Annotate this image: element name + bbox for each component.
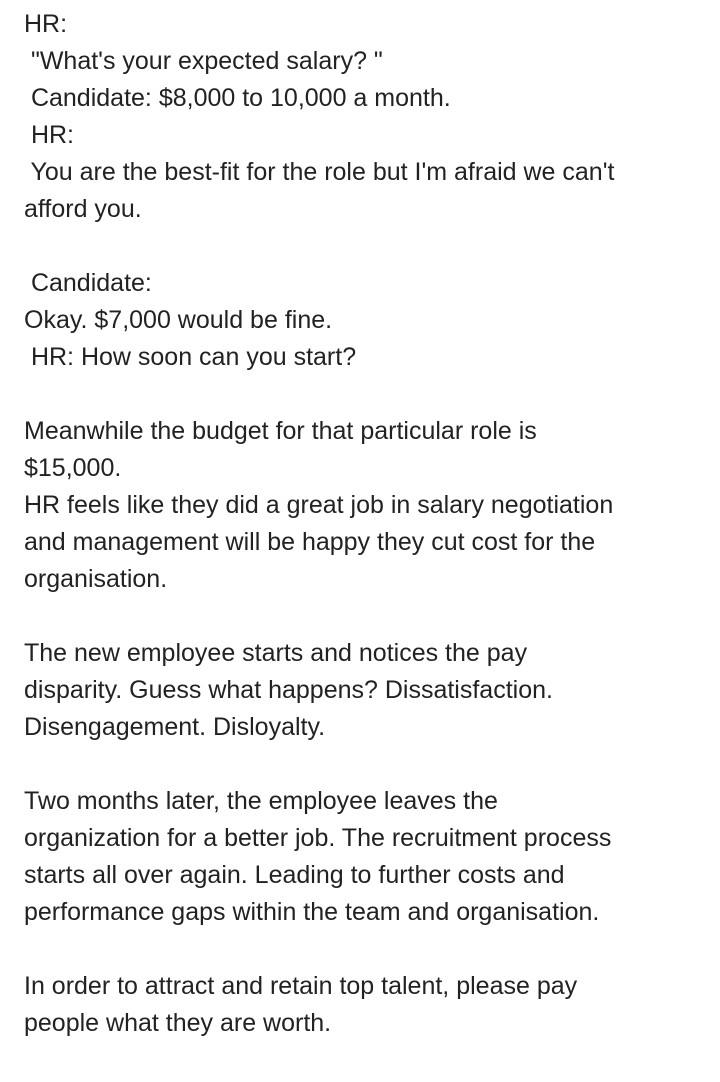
dialogue-line-hr-start: HR: How soon can you start? [24, 343, 357, 371]
paragraph-budget-line-1: Meanwhile the budget for that particular role is [24, 417, 537, 445]
dialogue-line-candidate-label: Candidate: [24, 269, 152, 297]
paragraph-spacer [24, 228, 696, 265]
paragraph-budget-line-4: and management will be happy they cut cost for the [24, 528, 596, 556]
paragraph-spacer [24, 746, 696, 783]
paragraph-disparity-line-1: The new employee starts and notices the pay [24, 639, 528, 667]
dialogue-line-hr-label: HR: [24, 10, 68, 38]
paragraph-spacer [24, 376, 696, 413]
dialogue-line-hr-reply: You are the best-fit for the role but I'm afraid we can't [24, 158, 615, 186]
paragraph-budget-line-2: $15,000. [24, 454, 122, 482]
paragraph-leaves-line-4: performance gaps within the team and organisation. [24, 898, 600, 926]
paragraph-leaves-line-1: Two months later, the employee leaves the [24, 787, 498, 815]
paragraph-budget-line-3: HR feels like they did a great job in salary negotiation [24, 491, 614, 519]
paragraph-budget-line-5: organisation. [24, 565, 168, 593]
paragraph-disparity-line-3: Disengagement. Disloyalty. [24, 713, 326, 741]
dialogue-line-hr-label-2: HR: [24, 121, 74, 149]
paragraph-spacer [24, 931, 696, 968]
paragraph-spacer [24, 598, 696, 635]
dialogue-line-candidate-answer: Candidate: $8,000 to 10,000 a month. [24, 84, 451, 112]
paragraph-disparity-line-2: disparity. Guess what happens? Dissatisfaction. [24, 676, 553, 704]
post-body-text [24, 6, 696, 1042]
dialogue-line-hr-question: "What's your expected salary? " [24, 47, 383, 75]
paragraph-conclusion-line-1: In order to attract and retain top talent, please pay [24, 972, 578, 1000]
dialogue-line-candidate-reply: Okay. $7,000 would be fine. [24, 306, 333, 334]
paragraph-leaves-line-3: starts all over again. Leading to further costs and [24, 861, 565, 889]
paragraph-leaves-line-2: organization for a better job. The recruitment process [24, 824, 612, 852]
paragraph-conclusion-line-2: people what they are worth. [24, 1009, 332, 1037]
dialogue-line-hr-reply-continued: afford you. [24, 195, 142, 223]
